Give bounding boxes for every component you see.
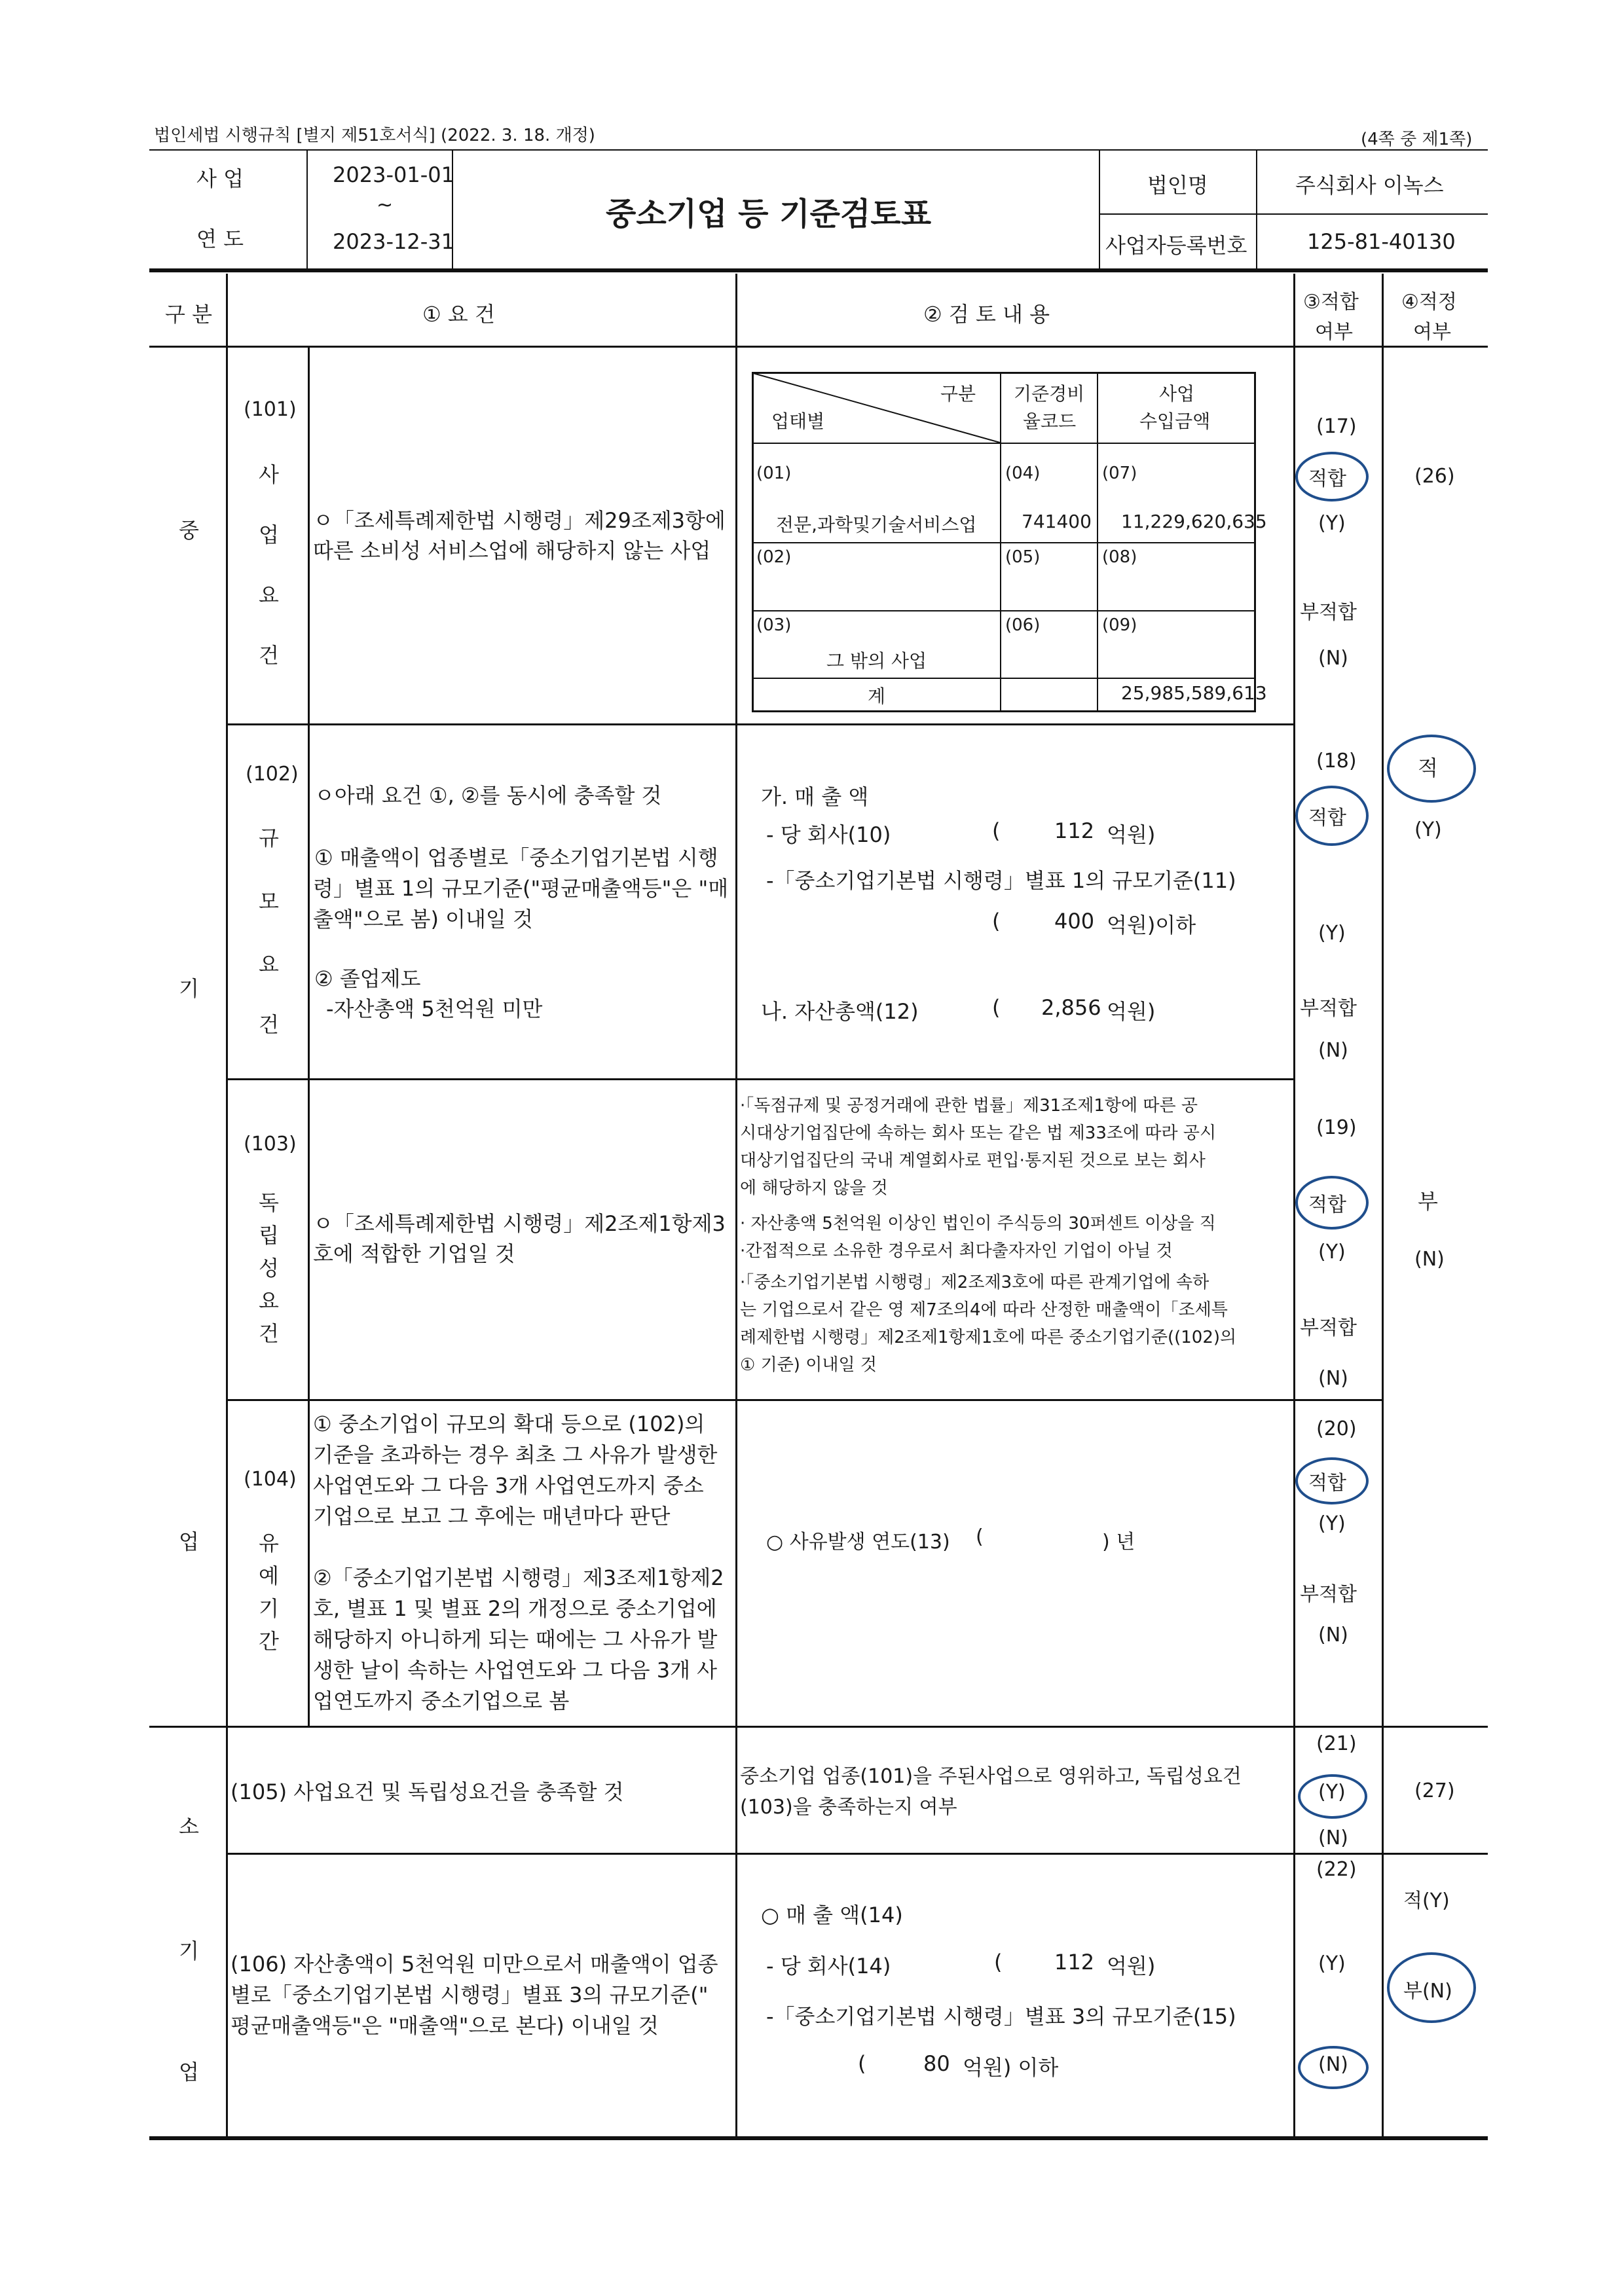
tbl-r1-n1: (01) <box>756 464 792 483</box>
r106-rev-2: - 당 회사(14) <box>766 1954 891 1978</box>
r106-rev-3-val: 80 <box>923 2051 950 2076</box>
r103-label-3: 성 <box>259 1256 279 1281</box>
group-sme-2: 기 <box>179 976 199 1001</box>
r102-rev-4: 나. 자산총액(12) <box>761 999 919 1024</box>
r101-fit-yes: 적합 <box>1308 467 1346 490</box>
r106-rev-unit: 억원) <box>1107 1954 1156 1978</box>
tbl-r1-name: 전문,과학및기술서비스업 <box>776 514 977 536</box>
row-sep-101 <box>226 723 1293 725</box>
r101-label-4: 건 <box>259 643 279 668</box>
r104-label-3: 기 <box>259 1596 279 1621</box>
r101-fit-code: (17) <box>1316 415 1357 438</box>
r104-review-year: ) 년 <box>1102 1531 1135 1554</box>
tbl-total-amount: 25,985,589,613 <box>1121 682 1267 704</box>
r106-fit-y: (Y) <box>1318 1952 1346 1975</box>
r102-rev-4-val: 2,856 <box>1041 995 1101 1020</box>
r102-proper-y: (Y) <box>1414 818 1442 841</box>
header-top-rule <box>149 149 1488 151</box>
r102-req-2b: 령」별표 1의 규모기준("평균매출액등"은 "매 <box>313 876 729 901</box>
tbl-hdr-amt-2: 수입금액 <box>1139 410 1211 432</box>
r105-fit-y: (Y) <box>1318 1781 1346 1804</box>
col-category: 구 분 <box>165 302 212 327</box>
r103-label-2: 립 <box>259 1223 279 1248</box>
tbl-r3-name: 그 밖의 사업 <box>826 650 927 672</box>
r104-fit-y: (Y) <box>1318 1512 1346 1535</box>
r101-label-1: 사 <box>259 462 279 487</box>
r101-fit-y: (Y) <box>1318 512 1346 535</box>
tbl-r2-n2: (05) <box>1005 547 1041 567</box>
r102-proper-yes: 적 <box>1418 756 1438 780</box>
r102-rev-3: -「중소기업기본법 시행령」별표 1의 규모기준(11) <box>766 868 1236 893</box>
r104-req-line: 업연도까지 중소기업으로 봄 <box>313 1688 570 1713</box>
row-sep-102 <box>226 1078 1293 1080</box>
r102-rev-3-val: 400 <box>1054 909 1095 934</box>
tbl-r2-n3: (08) <box>1102 547 1137 567</box>
r106-proper-yes: 적(Y) <box>1403 1889 1450 1912</box>
r104-req-line: 기준을 초과하는 경우 최초 그 사유가 발생한 <box>313 1442 718 1467</box>
r102-req-2a: ① 매출액이 업종별로「중소기업기본법 시행 <box>314 845 718 870</box>
r104-label-2: 예 <box>259 1563 279 1588</box>
tbl-hdr-code-1: 기준경비 <box>1014 383 1085 405</box>
period-end: 2023-12-31 <box>333 229 454 254</box>
r102-req-4: -자산총액 5천억원 미만 <box>326 996 543 1021</box>
r102-code: (102) <box>246 763 299 786</box>
r103-review-line: ① 기준) 이내일 것 <box>740 1355 877 1375</box>
paren-open: ( <box>992 909 1001 934</box>
paren-open: ( <box>994 1950 1003 1975</box>
row-sep-103 <box>226 1399 1382 1401</box>
tbl-hdr-code-2: 율코드 <box>1023 410 1077 432</box>
tbl-r3-n2: (06) <box>1005 615 1041 635</box>
r102-label-2: 모 <box>259 889 279 914</box>
r105-requirement: (105) 사업요건 및 독립성요건을 충족할 것 <box>231 1779 624 1804</box>
r102-rev-1: 가. 매 출 액 <box>761 784 869 809</box>
r101-proper-code: (26) <box>1414 465 1455 488</box>
r104-label-1: 유 <box>259 1531 279 1556</box>
r104-label-4: 간 <box>259 1629 279 1654</box>
group-small-3: 업 <box>179 2060 199 2085</box>
r102-rev-2: - 당 회사(10) <box>766 822 891 847</box>
r103-fit-no: 부적합 <box>1300 1317 1357 1339</box>
r106-req-line: 별로「중소기업기본법 시행령」별표 3의 규모기준(" <box>231 1982 709 2007</box>
r102-rev-unit: 억원) <box>1107 822 1156 847</box>
grid-v2 <box>308 346 310 1726</box>
col-fit-1: ③적합 <box>1303 291 1359 314</box>
r103-label-4: 요 <box>259 1288 279 1313</box>
r103-review-line: 시대상기업집단에 속하는 회사 또는 같은 법 제33조에 따라 공시 <box>740 1123 1217 1143</box>
r103-review-line: ·「중소기업기본법 시행령」제2조제3호에 따른 관계기업에 속하 <box>740 1273 1209 1292</box>
r105-fit-code: (21) <box>1316 1732 1357 1755</box>
r104-req-line: ②「중소기업기본법 시행령」제3조제1항제2 <box>313 1565 724 1590</box>
col-proper-2: 여부 <box>1413 321 1451 344</box>
page-info: (4쪽 중 제1쪽) <box>1361 130 1473 149</box>
tbl-r3-n3: (09) <box>1102 615 1137 635</box>
r103-label-5: 건 <box>259 1321 279 1346</box>
period-label-1: 사 업 <box>196 166 244 191</box>
r106-rev-1: ○ 매 출 액(14) <box>761 1903 903 1927</box>
r103-label-1: 독 <box>259 1190 279 1215</box>
r105-review-2: (103)을 충족하는지 여부 <box>740 1796 957 1819</box>
divider <box>752 542 1256 543</box>
r104-req-line: 생한 날이 속하는 사업연도와 그 다음 3개 사 <box>313 1658 718 1683</box>
tbl-r1-code: 741400 <box>1022 511 1092 532</box>
r102-label-3: 요 <box>259 952 279 977</box>
tbl-hdr-gubun: 구분 <box>940 383 976 405</box>
r103-fit-n: (N) <box>1318 1367 1348 1390</box>
r102-rev-unit: 억원) <box>1107 999 1156 1024</box>
r102-rev-unit-below: 억원)이하 <box>1107 913 1196 938</box>
tbl-r2-n1: (02) <box>756 547 792 567</box>
period-sep: ~ <box>377 194 394 217</box>
r103-review-line: 는 기업으로서 같은 영 제7조의4에 따라 산정한 매출액이「조세특 <box>740 1300 1228 1320</box>
period-start: 2023-01-01 <box>333 162 454 187</box>
r103-code: (103) <box>244 1133 297 1156</box>
r103-review-line: ·간접적으로 소유한 경우로서 최다출자자인 기업이 아닐 것 <box>740 1241 1173 1261</box>
r103-review-line: 에 해당하지 않을 것 <box>740 1178 888 1198</box>
r102-rev-2-val: 112 <box>1054 818 1095 843</box>
r104-code: (104) <box>244 1468 297 1491</box>
r101-fit-no: 부적합 <box>1300 601 1357 624</box>
r101-label-2: 업 <box>259 522 279 547</box>
r102-req-2c: 출액"으로 봄) 이내일 것 <box>313 907 533 932</box>
r102-proper-no: 부 <box>1418 1189 1438 1214</box>
r104-fit-yes: 적합 <box>1308 1472 1346 1495</box>
r103-review-line: ·「독점규제 및 공정거래에 관한 법률」제31조제1항에 따른 공 <box>740 1096 1198 1116</box>
col-requirement: ① 요 건 <box>422 302 495 327</box>
r105-fit-n: (N) <box>1318 1827 1348 1850</box>
col-review: ② 검 토 내 용 <box>923 302 1050 327</box>
r104-req-line: 사업연도와 그 다음 3개 사업연도까지 중소 <box>313 1473 704 1498</box>
r106-rev-unit-below: 억원) 이하 <box>963 2055 1059 2080</box>
r104-req-line: 호, 별표 1 및 별표 2의 개정으로 중소기업에 <box>313 1596 717 1621</box>
r104-req-line: ① 중소기업이 규모의 확대 등으로 (102)의 <box>313 1412 705 1436</box>
r101-label-3: 요 <box>259 583 279 608</box>
regulation-ref: 법인세법 시행규칙 [별지 제51호서식] (2022. 3. 18. 개정) <box>154 126 595 145</box>
r102-req-3: ② 졸업제도 <box>314 966 421 991</box>
tbl-total-label: 계 <box>868 685 886 707</box>
divider <box>306 149 308 268</box>
r103-review-line: · 자산총액 5천억원 이상인 법인이 주식등의 30퍼센트 이상을 직 <box>740 1214 1216 1233</box>
tbl-r3-n1: (03) <box>756 615 792 635</box>
r106-req-line: (106) 자산총액이 5천억원 미만으로서 매출액이 업종 <box>231 1952 718 1977</box>
paren-open: ( <box>992 818 1001 843</box>
r103-review-line: 례제한법 시행령」제2조제1항제1호에 따른 중소기업기준((102)의 <box>740 1328 1237 1347</box>
paren-open: ( <box>858 2051 866 2076</box>
r101-code: (101) <box>244 398 297 421</box>
col-fit-2: 여부 <box>1315 321 1353 344</box>
r106-proper-no: 부(N) <box>1403 1980 1452 2003</box>
title-bottom-rule <box>149 268 1488 272</box>
r106-rev-2-val: 112 <box>1054 1950 1095 1975</box>
biz-no: 125-81-40130 <box>1307 229 1456 254</box>
paren-open: ( <box>992 995 1001 1020</box>
divider <box>752 610 1256 611</box>
r104-req-line: 기업으로 보고 그 후에는 매년마다 판단 <box>313 1504 671 1529</box>
tbl-r1-amount: 11,229,620,635 <box>1121 511 1267 532</box>
grid-v5 <box>1382 274 1384 2136</box>
r102-fit-n: (N) <box>1318 1039 1348 1062</box>
col-proper-1: ④적정 <box>1401 291 1457 314</box>
corp-name: 주식회사 이녹스 <box>1295 173 1444 198</box>
divider <box>1099 149 1100 268</box>
r106-fit-code: (22) <box>1316 1858 1357 1881</box>
form-title: 중소기업 등 기준검토표 <box>606 196 932 232</box>
r102-label-1: 규 <box>259 826 279 850</box>
group-sme-1: 중 <box>179 518 199 543</box>
divider <box>1256 149 1257 268</box>
r106-fit-n: (N) <box>1318 2053 1348 2076</box>
r105-review-1: 중소기업 업종(101)을 주된사업으로 영위하고, 독립성요건 <box>740 1765 1242 1788</box>
r104-fit-no: 부적합 <box>1300 1583 1357 1606</box>
tbl-r1-n2: (04) <box>1005 464 1041 483</box>
r103-fit-y: (Y) <box>1318 1241 1346 1264</box>
divider <box>1099 213 1488 215</box>
r104-fit-code: (20) <box>1316 1417 1357 1440</box>
group-small-2: 기 <box>179 1939 199 1963</box>
r102-req-1: ㅇ아래 요건 ①, ②를 동시에 충족할 것 <box>314 783 662 808</box>
r104-review: ○ 사유발생 연도(13) <box>766 1531 950 1554</box>
r101-requirement: ㅇ「조세특례제한법 시행령」제29조제3항에 따른 소비성 서비스업에 해당하지 않는 사업 <box>313 508 726 563</box>
r102-fit-code: (18) <box>1316 750 1357 773</box>
r103-fit-code: (19) <box>1316 1116 1357 1139</box>
row-sep-104 <box>149 1726 1488 1728</box>
divider <box>752 678 1256 679</box>
row-sep-105 <box>226 1853 1488 1855</box>
grid-v1 <box>226 274 228 2136</box>
group-sme-3: 업 <box>179 1529 199 1554</box>
r102-fit-no: 부적합 <box>1300 997 1357 1020</box>
r103-review-line: 대상기업집단의 국내 계열회사로 편입·통지된 것으로 보는 회사 <box>740 1151 1206 1171</box>
r106-req-line: 평균매출액등"은 "매출액"으로 본다) 이내일 것 <box>231 2013 659 2038</box>
corp-name-label: 법인명 <box>1147 173 1208 198</box>
header-bottom-rule <box>149 346 1488 348</box>
r102-proper-n: (N) <box>1414 1248 1445 1271</box>
tbl-r1-n3: (07) <box>1102 464 1137 483</box>
tbl-hdr-amt-1: 사업 <box>1159 383 1195 405</box>
r102-label-4: 건 <box>259 1012 279 1037</box>
r105-proper-code: (27) <box>1414 1779 1455 1802</box>
r103-requirement: ㅇ「조세특례제한법 시행령」제2조제1항제3호에 적합한 기업일 것 <box>313 1211 726 1266</box>
r104-fit-n: (N) <box>1318 1624 1348 1647</box>
period-label-2: 연 도 <box>196 227 244 251</box>
r106-rev-3: -「중소기업기본법 시행령」별표 3의 규모기준(15) <box>766 2004 1236 2029</box>
r103-fit-yes: 적합 <box>1308 1194 1346 1216</box>
biz-no-label: 사업자등록번호 <box>1105 233 1247 258</box>
r101-fit-n: (N) <box>1318 647 1348 670</box>
grid-v3 <box>735 274 737 2136</box>
r104-req-line: 해당하지 아니하게 되는 때에는 그 사유가 발 <box>313 1627 718 1652</box>
r104-review-paren: ( <box>976 1525 984 1548</box>
group-small-1: 소 <box>179 1814 199 1839</box>
tbl-hdr-industry: 업태별 <box>771 410 825 432</box>
r102-fit-y: (Y) <box>1318 922 1346 945</box>
table-bottom-rule <box>149 2136 1488 2140</box>
r102-fit-yes: 적합 <box>1308 807 1346 829</box>
